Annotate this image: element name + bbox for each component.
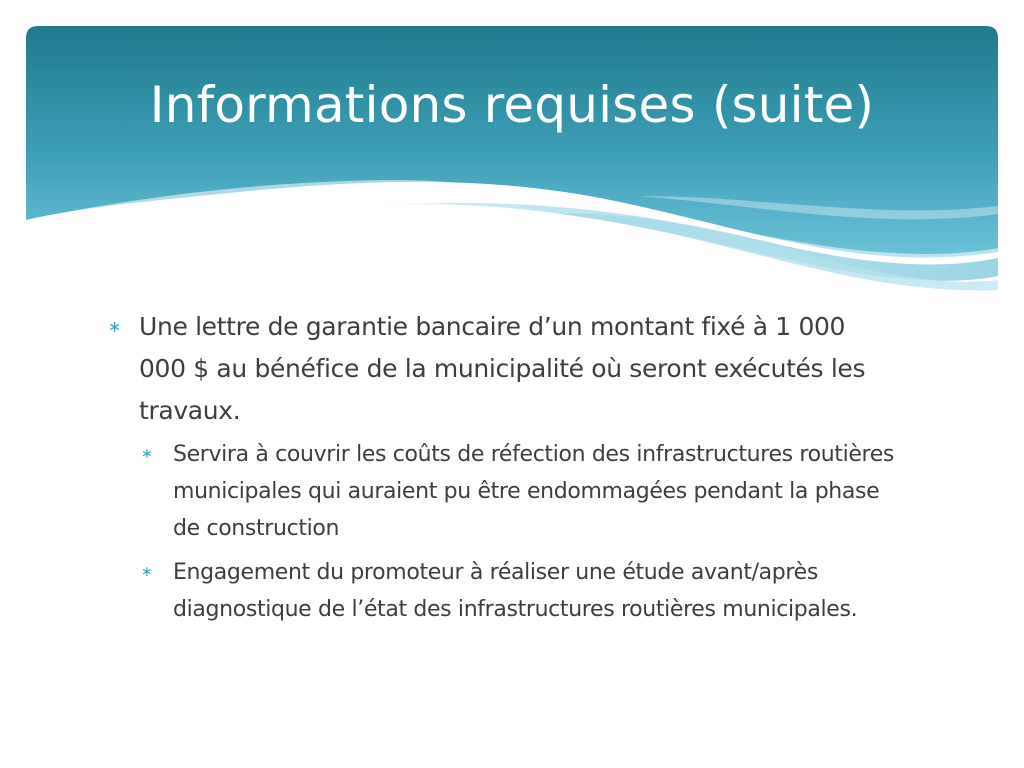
sub-bullet-item <box>141 554 898 628</box>
sub-bullet-text: Engagement du promoteur à réaliser une étude avant/après diagnostique de l’état des infrastructures routières municipales. <box>173 560 858 622</box>
sub-bullet-list <box>108 436 898 628</box>
asterisk-bullet-icon: ∗ <box>108 317 122 336</box>
sub-bullet-item <box>141 436 898 547</box>
slide-body <box>108 306 898 635</box>
header-wave-band <box>0 0 1024 300</box>
bullet-text: Une lettre de garantie bancaire d’un montant fixé à 1 000 000 $ au bénéfice de la municipalité où seront exécutés les travaux. <box>139 312 866 425</box>
asterisk-bullet-icon: ∗ <box>141 446 153 462</box>
slide-title: Informations requises (suite) <box>149 76 875 134</box>
sub-bullet-text: Servira à couvrir les coûts de réfection des infrastructures routières municipales qui auraient pu être endommagées pendant la phase de construction <box>173 442 895 541</box>
asterisk-bullet-icon: ∗ <box>141 564 153 580</box>
bullet-item <box>108 306 898 432</box>
